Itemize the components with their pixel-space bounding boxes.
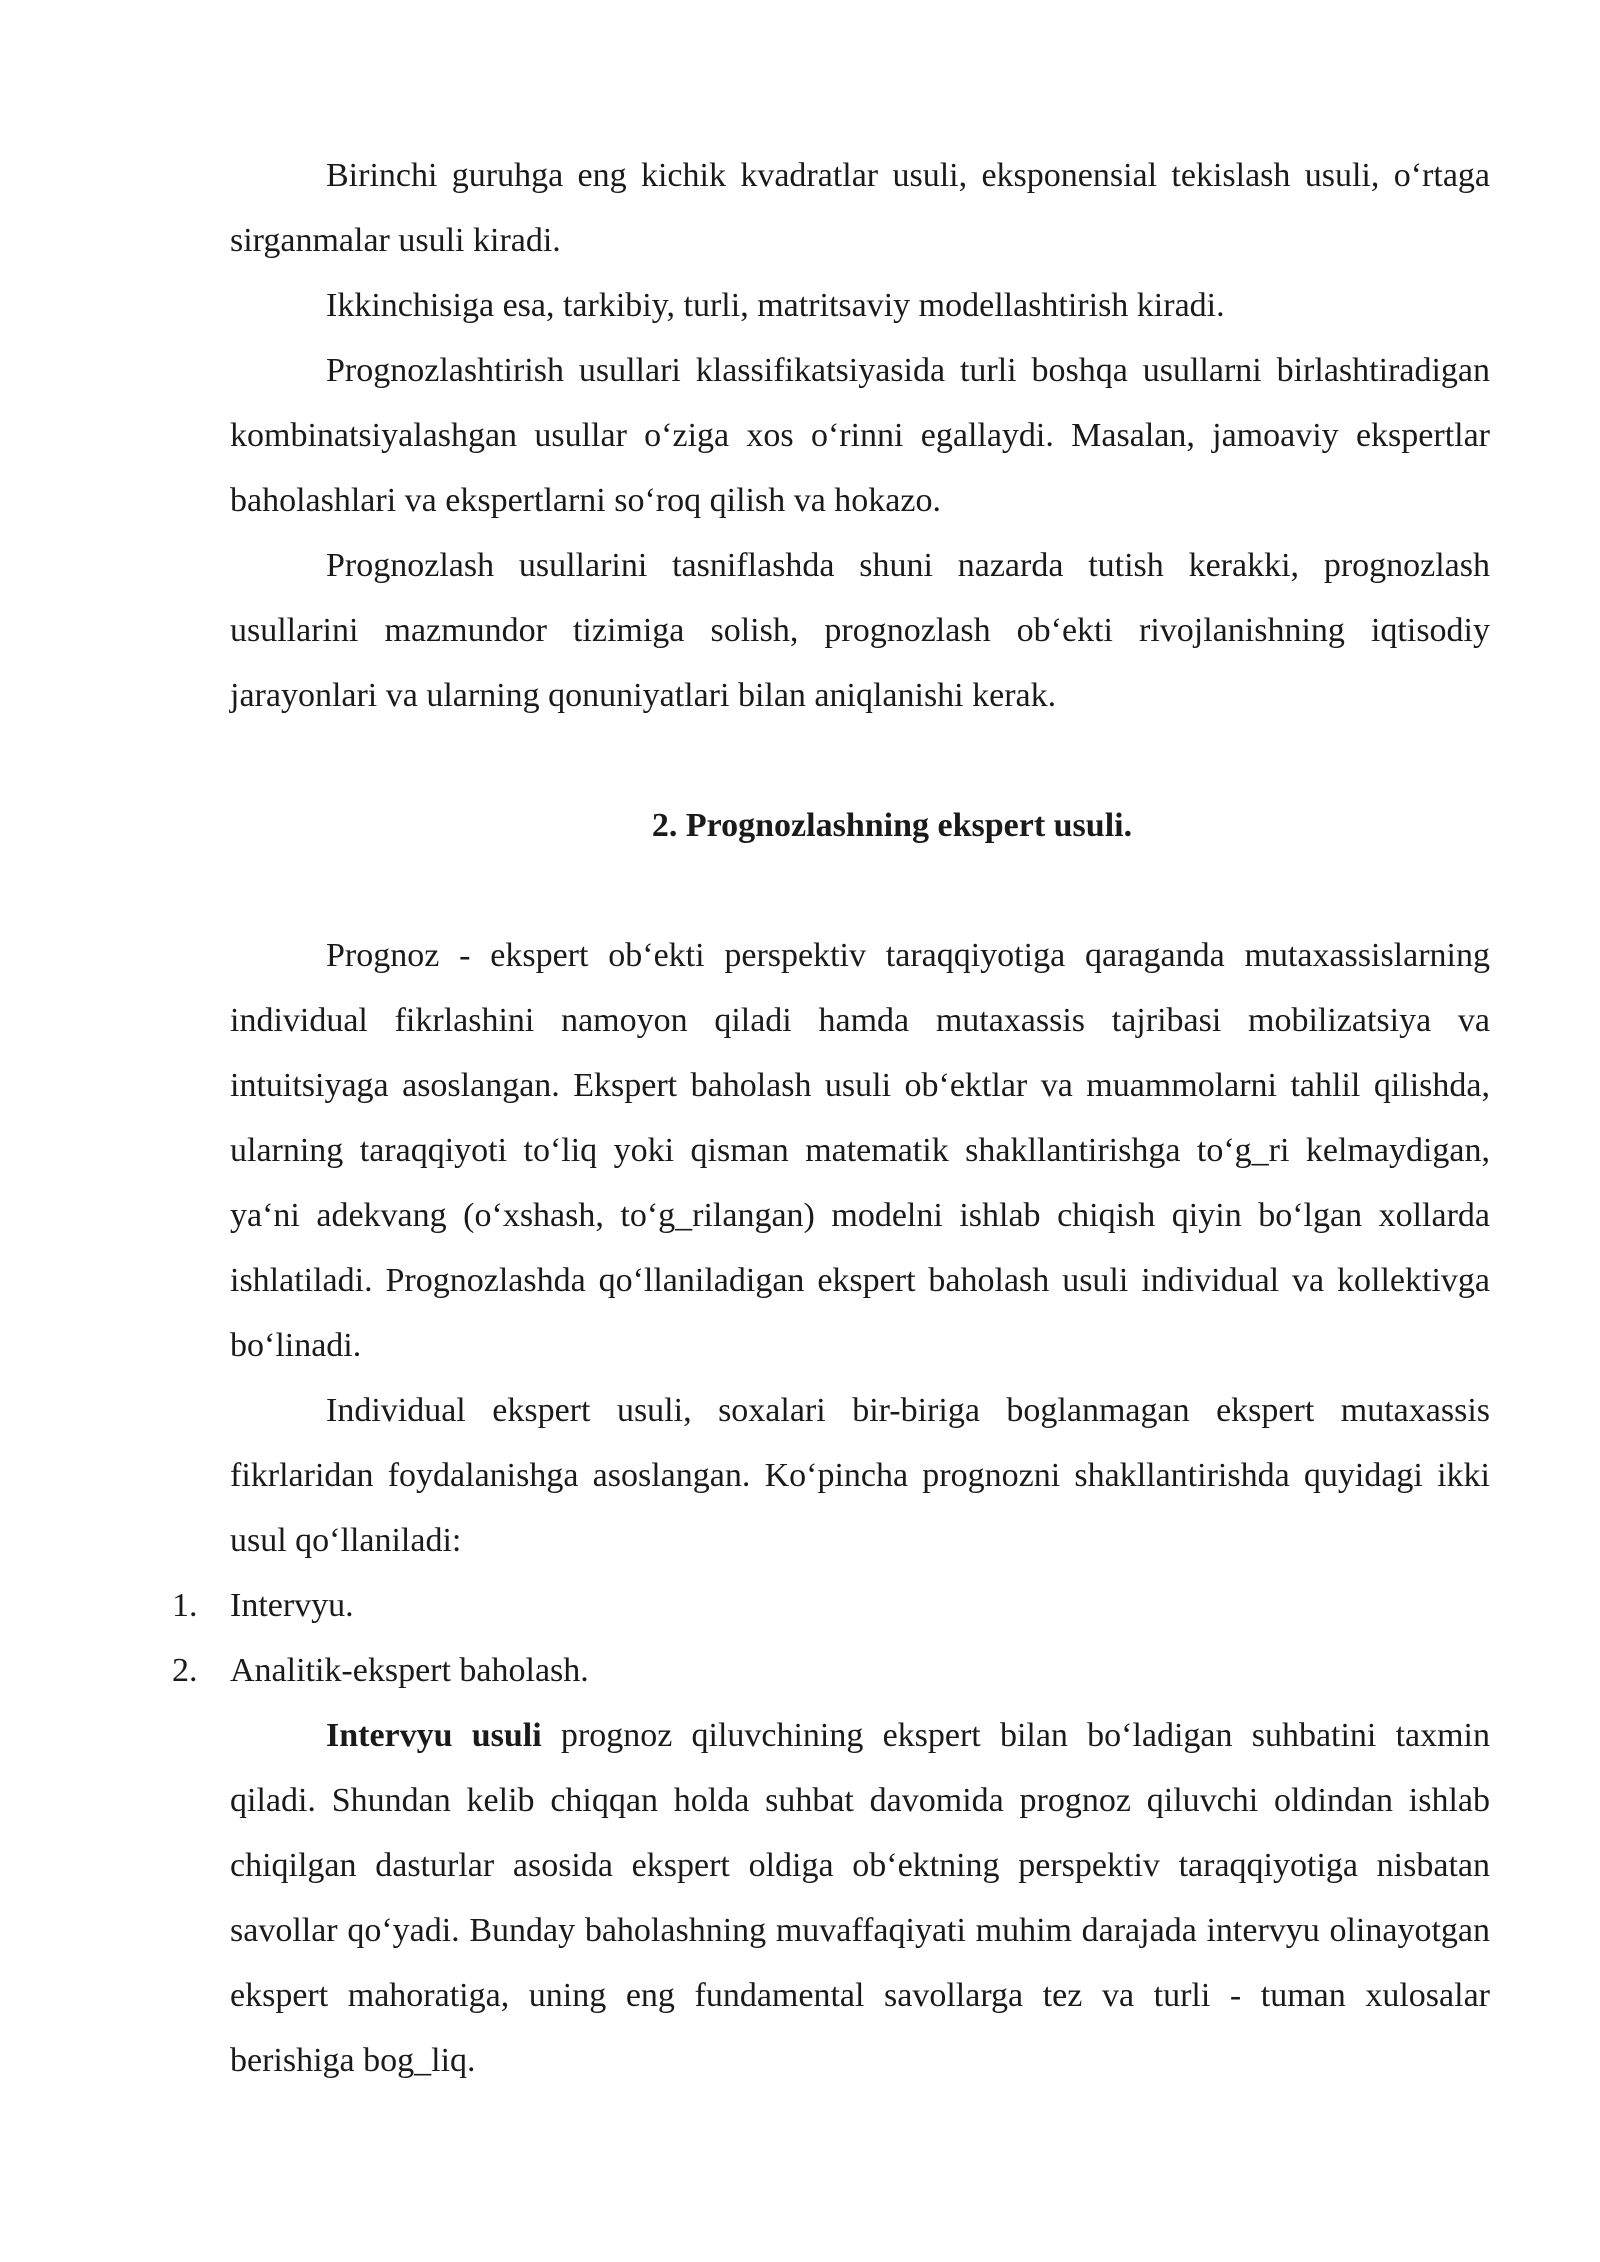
- paragraph-expert-forecast: Prognoz - ekspert ob‘ekti perspektiv taraqqiyotiga qaraganda mutaxassislarning individual fikrlashini namoyon qiladi hamda mutaxassis tajribasi mobilizatsiya va intuitsiyaga asoslangan. Ekspert baholash usuli ob‘ektlar va muammolarni tahlil qilishda, ularning taraqqiyoti to‘liq yoki qisman matematik shakllantirishga to‘g_ri kelmaydigan, ya‘ni adekvang (o‘xshash, to‘g_rilangan) modelni ishlab chiqish qiyin bo‘lgan xollarda ishlatiladi. Prognozlashda qo‘llaniladigan ekspert baholash usuli individual va kollektivga bo‘linadi.: [230, 937, 1490, 1364]
- list-item-text: Intervyu.: [230, 1587, 354, 1624]
- paragraph-first-group: Birinchi guruhga eng kichik kvadratlar usuli, eksponensial tekislash usuli, o‘rtaga sirganmalar usuli kiradi.: [230, 157, 1490, 259]
- list-item: [172, 1638, 1490, 1703]
- paragraph-classification: Prognozlash usullarini tasniflashda shuni nazarda tutish kerakki, prognozlash usullarini mazmundor tizimiga solish, prognozlash ob‘ekti rivojlanishning iqtisodiy jarayonlari va ularning qonuniyatlari bilan aniqlanishi kerak.: [230, 547, 1490, 714]
- paragraph-combined-methods: Prognozlashtirish usullari klassifikatsiyasida turli boshqa usullarni birlashtiradigan kombinatsiyalashgan usullar o‘ziga xos o‘rinni egallaydi. Masalan, jamoaviy ekspertlar baholashlari va ekspertlarni so‘roq qilish va hokazo.: [230, 352, 1490, 519]
- methods-list: [172, 1573, 1490, 1703]
- list-item-number: 1.: [172, 1587, 198, 1624]
- list-item-text: Analitik-ekspert baholash.: [230, 1652, 589, 1689]
- section-heading: 2. Prognozlashning ekspert usuli.: [651, 807, 1133, 844]
- paragraph-individual-expert: Individual ekspert usuli, soxalari bir-biriga boglanmagan ekspert mutaxassis fikrlaridan foydalanishga asoslangan. Ko‘pincha prognozni shakllantirishda quyidagi ikki usul qo‘llaniladi:: [230, 1392, 1490, 1559]
- list-item: [172, 1573, 1490, 1638]
- paragraph-interview-method: [230, 1703, 1490, 2093]
- document-body: [172, 143, 1490, 2093]
- bold-term: Intervyu usuli: [326, 1717, 542, 1754]
- list-item-number: 2.: [172, 1652, 198, 1689]
- paragraph-text: prognoz qiluvchining ekspert bilan bo‘ladigan suhbatini taxmin qiladi. Shundan kelib chiqqan holda suhbat davomida prognoz qiluvchi oldindan ishlab chiqilgan dasturlar asosida ekspert oldiga ob‘ektning perspektiv taraqqiyotiga nisbatan savollar qo‘yadi. Bunday baholashning muvaffaqiyati muhim darajada intervyu olinayotgan ekspert mahoratiga, uning eng fundamental savollarga tez va turli - tuman xulosalar berishiga bog_liq.: [230, 1717, 1490, 2079]
- paragraph-second-group: Ikkinchisiga esa, tarkibiy, turli, matritsaviy modellashtirish kiradi.: [326, 287, 1225, 324]
